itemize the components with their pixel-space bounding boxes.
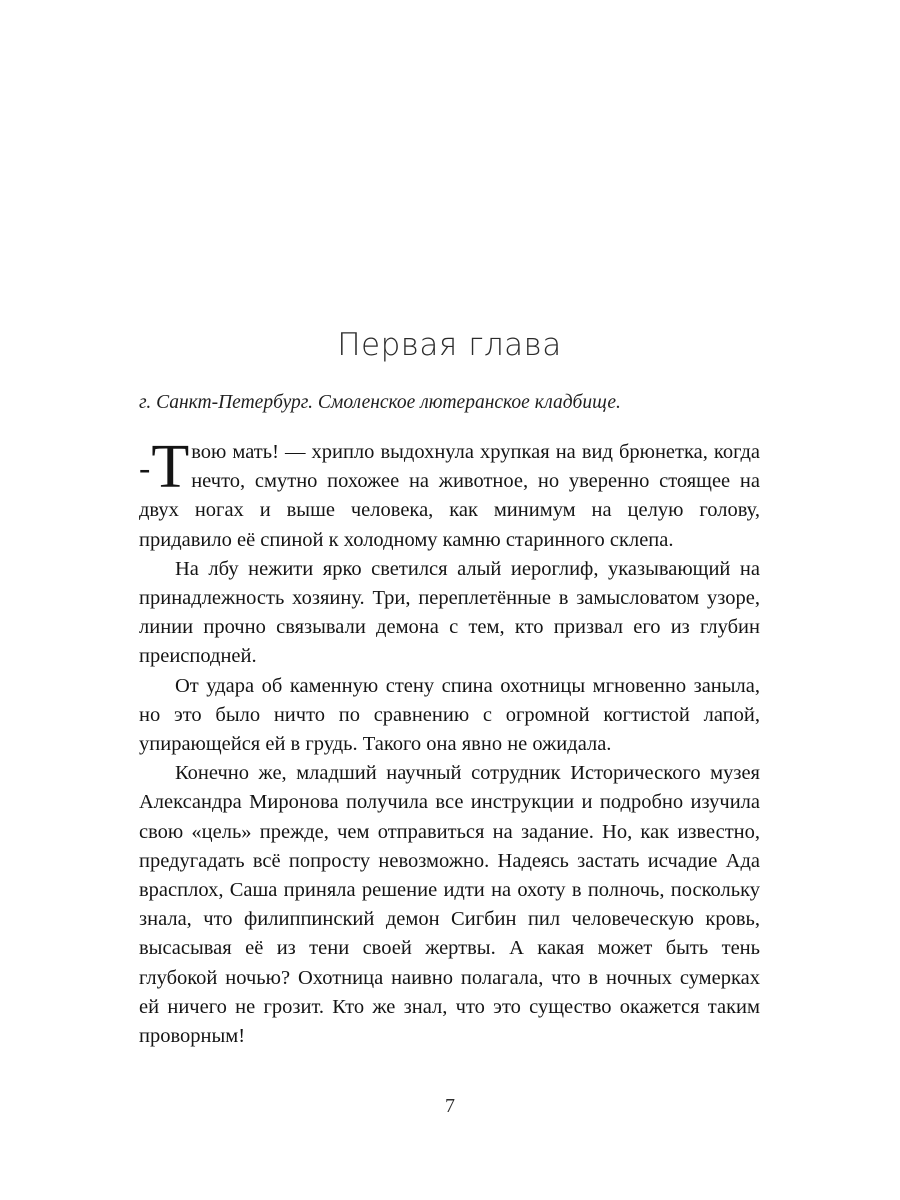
chapter-title: Первая глава [337,327,562,363]
page-content [139,0,760,1051]
dropcap-letter: Т [151,433,189,502]
paragraph-opening [139,433,760,555]
paragraph-opening-text: вою мать! — хрипло выдохнула хрупкая на вид брюнетка, когда нечто, смутно похожее на животное, но уверенно стоящее на двух ногах и выше человека, как минимум на целую голову, придавило её спиной к холодному камню старинного склепа. [139,441,760,551]
paragraph: Конечно же, младший научный сотрудник Исторического музея Александра Миронова получила все инструкции и подробно изучила свою «цель» прежде, чем отправиться на задание. Но, как известно, предугадать всё попросту невозможно. Надеясь застать исчадие Ада врасплох, Саша приняла решение идти на охоту в полночь, поскольку знала, что филиппинский демон Сигбин пил человеческую кровь, высасывая её из тени своей жертвы. А какая может быть тень глубокой ночью? Охотница наивно полагала, что в ночных сумерках ей ничего не грозит. Кто же знал, что это существо окажется таким проворным! [139,762,760,1048]
chapter-subtitle-location: г. Санкт-Петербург. Смоленское лютеранское кладбище. [139,391,621,413]
dropcap-group [139,433,189,502]
body-text [139,414,760,1051]
paragraph: От удара об каменную стену спина охотницы мгновенно заныла, но это было ничто по сравнению с огромной когтистой лапой, упирающейся ей в грудь. Такого она явно не ожидала. [139,674,760,756]
page-number: 7 [445,1095,455,1117]
dialogue-dash: - [139,449,151,487]
paragraph: На лбу нежити ярко светился алый иероглиф, указывающий на принадлежность хозяину. Три, переплетённые в замысловатом узоре, линии прочно связывали демона с тем, кто призвал его из глубин преисподней. [139,557,760,668]
